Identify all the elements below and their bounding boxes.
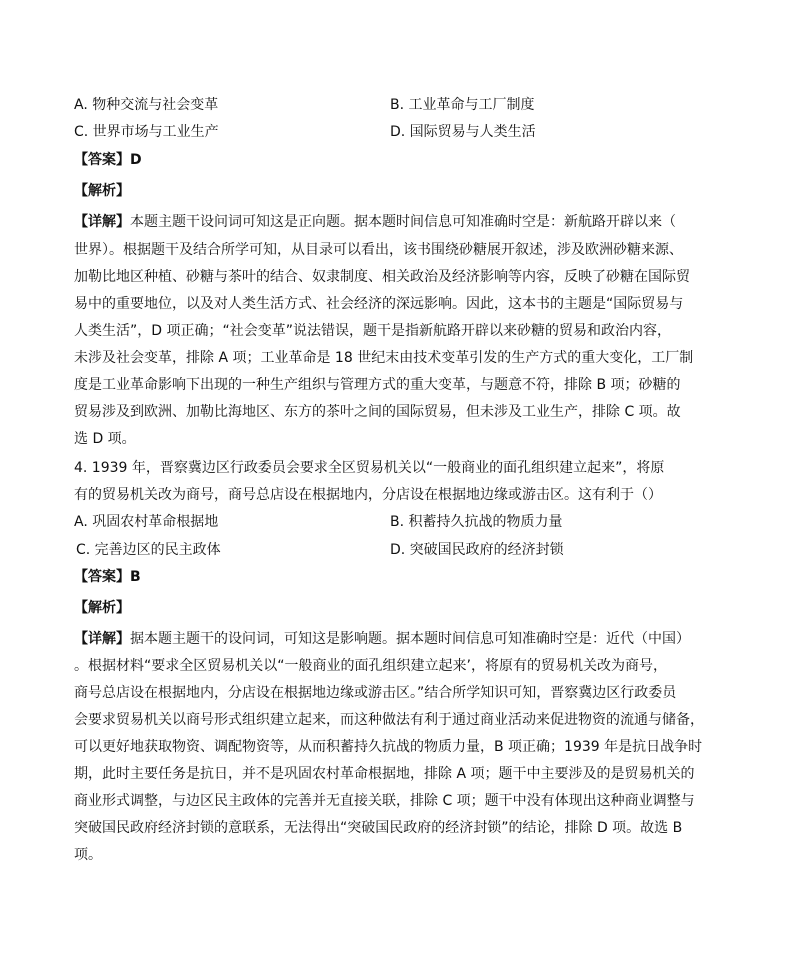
q3-option-b: B. 工业革命与工厂制度 xyxy=(390,97,535,113)
q3-detail-line: 人类生活”，D 项正确；“社会变革”说法错误，题干是指新航路开辟以来砂糖的贸易和政治内容， xyxy=(74,323,671,339)
q3-answer-label: 【答案】 xyxy=(74,152,130,168)
q4-detail-line: 期，此时主要任务是抗日，并不是巩固农村革命根据地，排除 A 项；题干中主要涉及的是贸易机关的 xyxy=(74,766,695,782)
q4-detail-line: 。根据材料“要求全区贸易机关以“一般商业的面孔组织建立起来’，将原有的贸易机关改为商号， xyxy=(74,658,667,674)
q3-option-c: C. 世界市场与工业生产 xyxy=(74,124,219,140)
q4-analysis-label: 【解析】 xyxy=(74,600,130,616)
q4-detail-line: 可以更好地获取物资、调配物资等，从而积蓄持久抗战的物质力量，B 项正确；1939 年是抗日战争时 xyxy=(74,739,703,755)
q4-detail-line: 项。 xyxy=(74,847,102,863)
q3-detail-line: 贸易涉及到欧洲、加勒比海地区、东方的茶叶之间的国际贸易，但未涉及工业生产，排除 C 项。故 xyxy=(74,404,681,420)
q4-option-c: C. 完善边区的民主政体 xyxy=(76,542,221,558)
q4-detail-label: 【详解】 xyxy=(74,631,130,647)
q4-stem-line: 有的贸易机关改为商号，商号总店设在根据地内，分店设在根据地边缘或游击区。这有利于（） xyxy=(74,487,662,503)
q3-detail-line: 度是工业革命影响下出现的一种生产组织与管理方式的重大变革，与题意不符，排除 B 项；砂糖的 xyxy=(74,377,681,393)
q3-detail-line: 加勒比地区种植、砂糖与茶叶的结合、奴隶制度、相关政治及经济影响等内容，反映了砂糖在国际贸 xyxy=(74,269,690,285)
q3-analysis-label: 【解析】 xyxy=(74,183,130,199)
q3-detail-line: 未涉及社会变革，排除 A 项；工业革命是 18 世纪末由技术变革引发的生产方式的重大变化，工厂制 xyxy=(74,350,694,366)
q4-option-b: B. 积蓄持久抗战的物质力量 xyxy=(390,514,563,530)
q4-option-d: D. 突破国民政府的经济封锁 xyxy=(390,542,564,558)
q3-answer xyxy=(74,150,142,170)
q4-detail-line: 商号总店设在根据地内，分店设在根据地边缘或游击区。”结合所学知识可知，晋察冀边区行政委员 xyxy=(74,685,677,701)
q4-option-a: A. 巩固农村革命根据地 xyxy=(74,514,219,530)
q4-answer-label: 【答案】 xyxy=(74,569,130,585)
q3-answer-value: D xyxy=(130,152,142,168)
q4-detail-line: 会要求贸易机关以商号形式组织建立起来，而这种做法有利于通过商业活动来促进物资的流通与储备， xyxy=(74,712,704,728)
q3-detail-line: 世界）。根据题干及结合所学可知，从目录可以看出，该书围绕砂糖展开叙述，涉及欧洲砂糖来源、 xyxy=(74,242,683,258)
q4-answer xyxy=(74,567,141,587)
q3-detail-label: 【详解】 xyxy=(74,214,130,230)
q4-answer-value: B xyxy=(130,569,141,585)
q4-detail-line: 突破国民政府经济封锁的意联系，无法得出“突破国民政府的经济封锁”的结论，排除 D 项。故选 B xyxy=(74,820,683,836)
q4-detail-line: 商业形式调整，与边区民主政体的完善并无直接关联，排除 C 项；题干中没有体现出这种商业调整与 xyxy=(74,793,695,809)
q3-detail-line: 选 D 项。 xyxy=(74,431,136,447)
q3-detail-line: 【详解】本题主题干设问词可知这是正向题。据本题时间信息可知准确时空是：新航路开辟以来（ xyxy=(74,214,676,230)
q4-detail-line: 【详解】据本题主题干的设问词，可知这是影响题。据本题时间信息可知准确时空是：近代（中国） xyxy=(74,631,690,647)
q3-option-d: D. 国际贸易与人类生活 xyxy=(390,124,536,140)
q3-detail-line: 易中的重要地位，以及对人类生活方式、社会经济的深远影响。因此，这本书的主题是“国际贸易与 xyxy=(74,296,684,312)
q3-option-a: A. 物种交流与社会变革 xyxy=(74,97,219,113)
q4-stem-line: 4. 1939 年，晋察冀边区行政委员会要求全区贸易机关以“一般商业的面孔组织建立起来”，将原 xyxy=(74,460,665,476)
